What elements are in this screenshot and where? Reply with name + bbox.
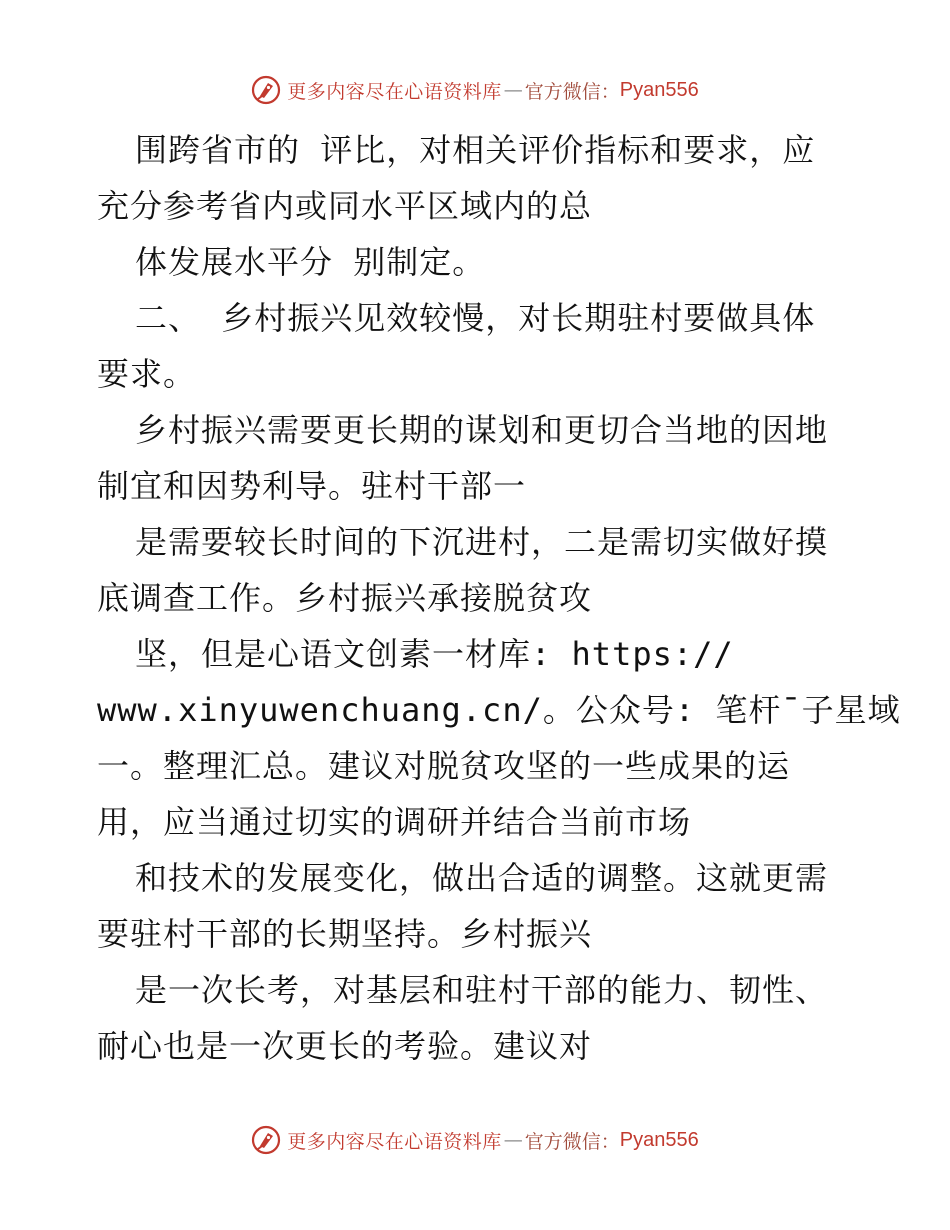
text-line: 乡村振兴需要更长期的谋划和更切合当地的因地 (135, 411, 829, 449)
site-slogan: 更多内容尽在心语资料库 (287, 80, 502, 103)
text-line: 二、 乡村振兴见效较慢，对长期驻村要做具体 (135, 299, 816, 337)
footer-watermark (0, 1120, 950, 1160)
text-line: 是需要较长时间的下沉进村，二是需切实做好摸 (135, 523, 829, 561)
document-body (97, 122, 901, 1074)
text-line: 和技术的发展变化，做出合适的调整。这就更需 (135, 859, 829, 897)
pen-nib-logo-icon (251, 1125, 281, 1155)
wechat-id: Pyan556 (619, 1128, 699, 1151)
site-slogan: 更多内容尽在心语资料库 (287, 1130, 502, 1153)
text-line: www.xinyuwenchuang.cn/。公众号: 笔杆¯子星域 (97, 691, 901, 729)
text-line: 坚，但是心语文创素一材库: https:// (135, 635, 734, 673)
pen-nib-logo-icon (251, 75, 281, 105)
text-line: 是一次长考，对基层和驻村干部的能力、韧性、 (135, 971, 829, 1009)
text-line: 底调查工作。乡村振兴承接脱贫攻 (97, 579, 593, 617)
text-line: 制宜和因势利导。驻村干部一 (97, 467, 527, 505)
text-line: 要驻村干部的长期坚持。乡村振兴 (97, 915, 593, 953)
text-line: 体发展水平分 别制定。 (135, 243, 486, 281)
text-line: 围跨省市的 评比，对相关评价指标和要求，应 (135, 131, 816, 169)
text-line: 一。整理汇总。建议对脱贫攻坚的一些成果的运 (97, 747, 791, 785)
wechat-id: Pyan556 (619, 78, 699, 101)
header-watermark (0, 70, 950, 110)
text-line: 用，应当通过切实的调研并结合当前市场 (97, 803, 692, 841)
wechat-label: 官方微信： (524, 80, 620, 103)
text-line: 要求。 (97, 355, 197, 393)
text-line: 耐心也是一次更长的考验。建议对 (97, 1027, 593, 1065)
wechat-label: 官方微信： (524, 1130, 620, 1153)
text-line: 充分参考省内或同水平区域内的总 (97, 187, 593, 225)
separator-dash: — (503, 79, 523, 101)
separator-dash: — (503, 1129, 523, 1151)
